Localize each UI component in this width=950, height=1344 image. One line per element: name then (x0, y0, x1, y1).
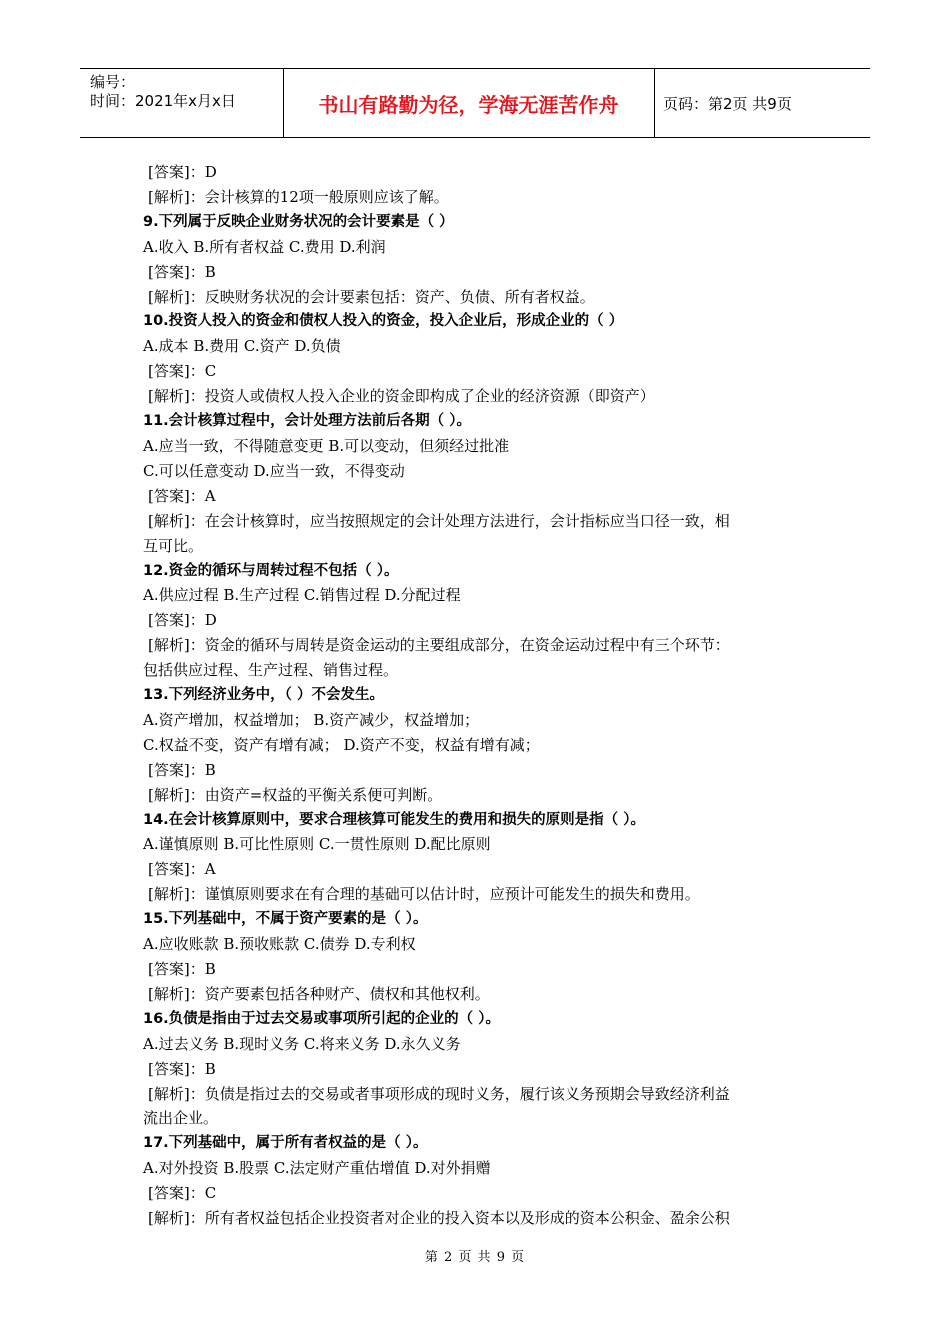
explanation-line: [解析]：由资产=权益的平衡关系便可判断。 (148, 785, 443, 804)
answer-line: [答案]：A (148, 486, 216, 505)
options-line: A.供应过程 B.生产过程 C.销售过程 D.分配过程 (143, 586, 461, 605)
options-line: A.对外投资 B.股票 C.法定财产重估增值 D.对外捐赠 (143, 1159, 491, 1178)
header-page-number: 页码：第2页 共9页 (663, 94, 792, 113)
options-line: A.应当一致，不得随意变更 B.可以变动，但须经过批准 (143, 436, 510, 455)
explanation-line: [解析]：资金的循环与周转是资金运动的主要组成部分，在资金运动过程中有三个环节： (148, 636, 730, 655)
options-line: A.应收账款 B.预收账款 C.债券 D.专利权 (143, 935, 416, 954)
explanation-line: [解析]：负债是指过去的交易或者事项形成的现时义务，履行该义务预期会导致经济利益 (148, 1084, 730, 1103)
explanation-continuation: 流出企业。 (143, 1109, 219, 1128)
question-14: 14.在会计核算原则中，要求合理核算可能发生的费用和损失的原则是指（ ）。 (143, 811, 645, 828)
explanation-line: [解析]：所有者权益包括企业投资者对企业的投入资本以及形成的资本公积金、盈余公积 (148, 1209, 730, 1228)
header-divider (654, 69, 655, 137)
answer-line: [答案]：D (148, 163, 217, 181)
options-line: A.成本 B.费用 C.资产 D.负债 (143, 337, 341, 356)
explanation-line: [解析]：在会计核算时，应当按照规定的会计处理方法进行，会计指标应当口径一致，相 (148, 511, 730, 530)
explanation-line: [解析]：资产要素包括各种财产、债权和其他权利。 (148, 984, 490, 1003)
options-line: A.过去义务 B.现时义务 C.将来义务 D.永久义务 (143, 1034, 461, 1053)
document-time-label: 时间：2021年x月x日 (90, 92, 236, 110)
options-line: C.权益不变，资产有增有减； D.资产不变，权益有增有减； (143, 735, 540, 754)
answer-line: [答案]：C (148, 1184, 217, 1203)
answer-line: [答案]：D (148, 611, 217, 630)
header-meta (90, 73, 236, 111)
question-11: 11.会计核算过程中，会计处理方法前后各期（ ）。 (143, 413, 471, 430)
explanation-continuation: 包括供应过程、生产过程、销售过程。 (143, 661, 399, 680)
question-12: 12.资金的循环与周转过程不包括（ ）。 (143, 562, 399, 579)
explanation-continuation: 互可比。 (143, 536, 204, 555)
question-13: 13.下列经济业务中，（ ）不会发生。 (143, 687, 384, 704)
question-15: 15.下列基础中，不属于资产要素的是（ ）。 (143, 911, 428, 928)
options-line: A.谨慎原则 B.可比性原则 C.一贯性原则 D.配比原则 (143, 835, 491, 854)
explanation-line: [解析]：反映财务状况的会计要素包括：资产、负债、所有者权益。 (148, 287, 595, 306)
answer-line: [答案]：B (148, 262, 216, 281)
page-footer: 第 2 页 共 9 页 (424, 1250, 526, 1265)
question-10: 10.投资人投入的资金和债权人投入的资金，投入企业后，形成企业的（ ） (143, 313, 624, 330)
answer-line: [答案]：A (148, 860, 216, 879)
question-16: 16.负债是指由于过去交易或事项所引起的企业的（ ）。 (143, 1010, 500, 1027)
options-line: C.可以任意变动 D.应当一致，不得变动 (143, 461, 405, 480)
answer-line: [答案]：B (148, 960, 216, 978)
explanation-line: [解析]：谨慎原则要求在有合理的基础可以估计时，应预计可能发生的损失和费用。 (148, 885, 700, 904)
question-17: 17.下列基础中，属于所有者权益的是（ ）。 (143, 1135, 428, 1152)
explanation-line: [解析]：会计核算的12项一般原则应该了解。 (148, 187, 449, 206)
document-number-label: 编号： (90, 73, 136, 91)
answer-line: [答案]：B (148, 1059, 216, 1078)
answer-line: [答案]：C (148, 362, 217, 381)
explanation-line: [解析]：投资人或债权人投入企业的资金即构成了企业的经济资源（即资产） (148, 387, 655, 406)
question-9: 9.下列属于反映企业财务状况的会计要素是（ ） (143, 213, 454, 230)
options-line: A.收入 B.所有者权益 C.费用 D.利润 (143, 237, 386, 256)
answer-line: [答案]：B (148, 760, 216, 779)
header-motto: 书山有路勤为径，学海无涯苦作舟 (318, 92, 619, 117)
page-header (80, 68, 870, 138)
document-body (143, 160, 813, 1231)
options-line: A.资产增加，权益增加； B.资产减少，权益增加； (143, 710, 480, 729)
